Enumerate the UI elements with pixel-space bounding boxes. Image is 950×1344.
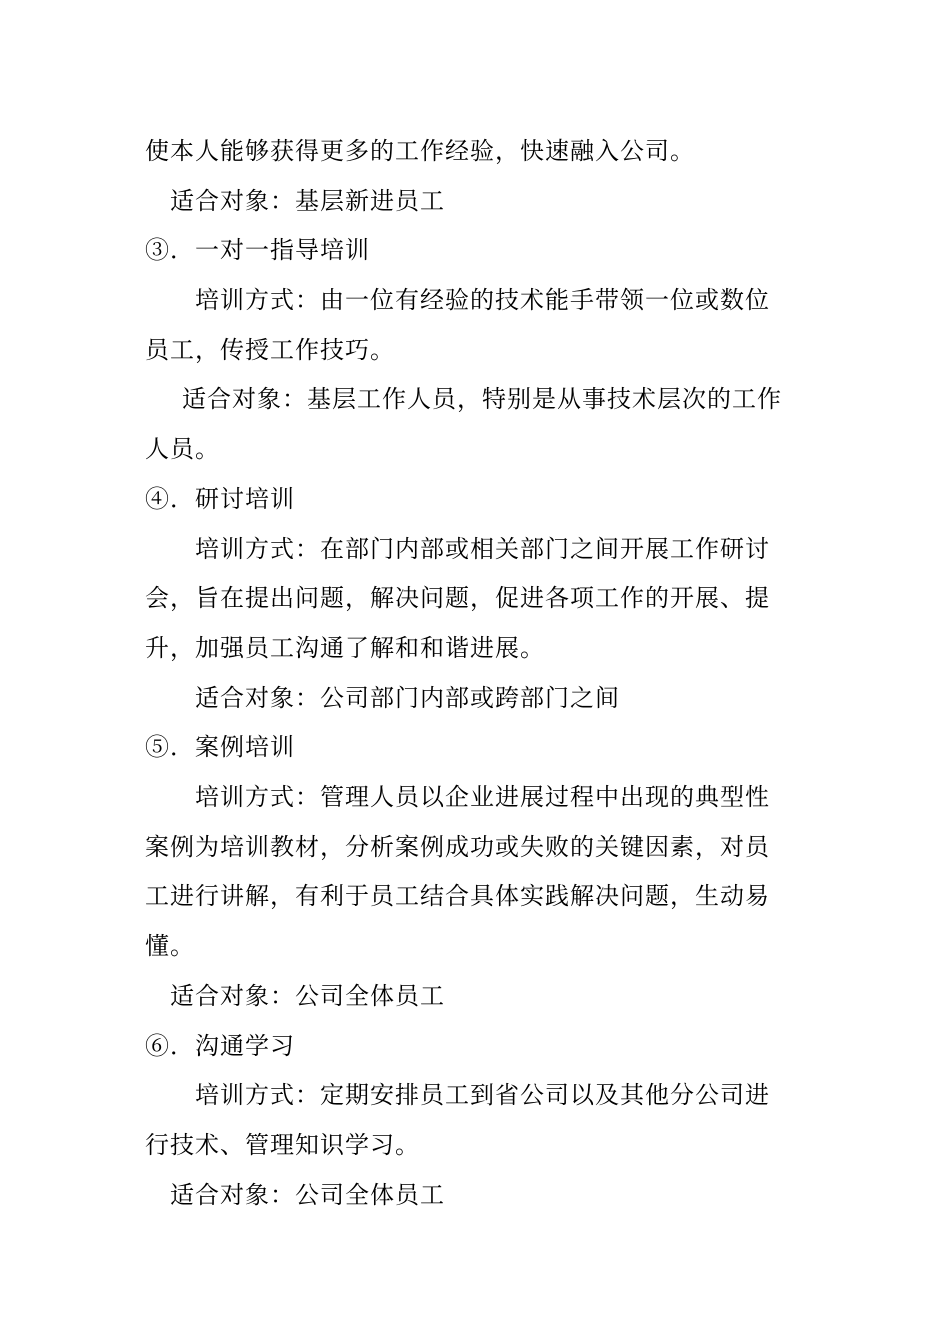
target-audience-line: 适合对象：公司全体员工 xyxy=(170,1181,445,1209)
target-audience-line: 适合对象：基层工作人员，特别是从事技术层次的工作 xyxy=(182,385,782,413)
paragraph-line: 懂。 xyxy=(145,932,195,960)
section-heading: ⑤．案例培训 xyxy=(145,733,295,761)
paragraph-line: 会，旨在提出问题，解决问题，促进各项工作的开展、提 xyxy=(145,584,770,612)
paragraph-line: 行技术、管理知识学习。 xyxy=(145,1131,420,1159)
target-audience-line: 适合对象：基层新进员工 xyxy=(170,187,445,215)
paragraph-line: 员工，传授工作技巧。 xyxy=(145,336,395,364)
paragraph-line: 使本人能够获得更多的工作经验，快速融入公司。 xyxy=(145,137,695,165)
training-method-line: 培训方式：定期安排员工到省公司以及其他分公司进 xyxy=(195,1081,770,1109)
training-method-line: 培训方式：由一位有经验的技术能手带领一位或数位 xyxy=(195,286,770,314)
paragraph-line: 人员。 xyxy=(145,435,220,463)
section-heading: ③．一对一指导培训 xyxy=(145,236,370,264)
target-audience-line: 适合对象：公司部门内部或跨部门之间 xyxy=(195,684,620,712)
paragraph-line: 案例为培训教材，分析案例成功或失败的关键因素，对员 xyxy=(145,833,770,861)
training-method-line: 培训方式：管理人员以企业进展过程中出现的典型性 xyxy=(195,783,770,811)
paragraph-line: 工进行讲解，有利于员工结合具体实践解决问题，生动易 xyxy=(145,882,770,910)
section-heading: ⑥．沟通学习 xyxy=(145,1032,295,1060)
paragraph-line: 升，加强员工沟通了解和和谐进展。 xyxy=(145,634,545,662)
target-audience-line: 适合对象：公司全体员工 xyxy=(170,982,445,1010)
training-method-line: 培训方式：在部门内部或相关部门之间开展工作研讨 xyxy=(195,535,770,563)
section-heading: ④．研讨培训 xyxy=(145,485,295,513)
